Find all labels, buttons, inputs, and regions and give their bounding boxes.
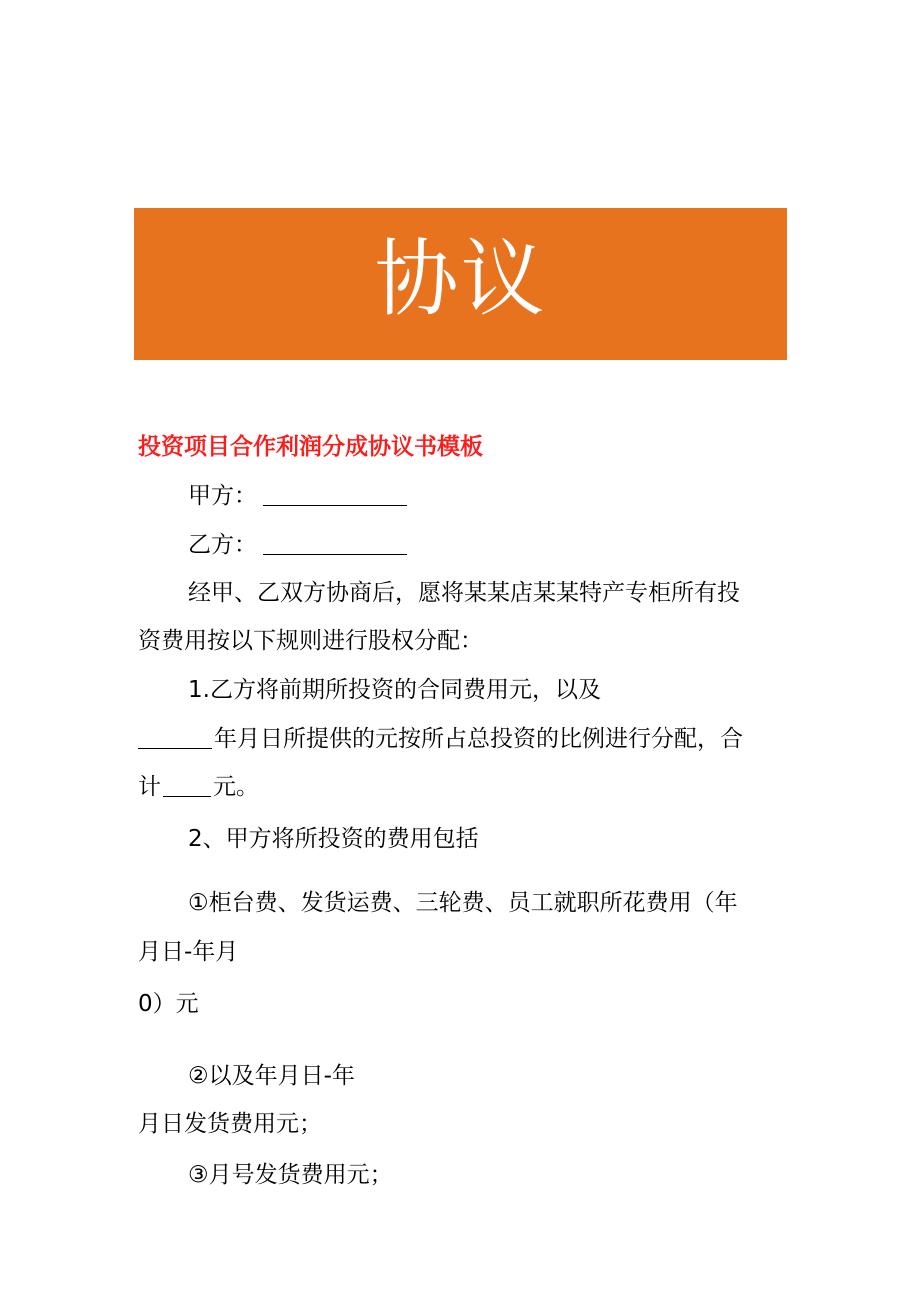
item-3-line-1: ③月号发货费用元； — [188, 1162, 393, 1188]
item-1-line-2: 月日-年月 — [138, 939, 239, 965]
document-title: 投资项目合作利润分成协议书模板 — [138, 434, 483, 460]
party-a-label: 甲方： — [188, 483, 257, 509]
clause-1-line-2-wrap — [138, 726, 743, 754]
clause-2-heading: 2、甲方将所投资的费用包括 — [188, 826, 479, 852]
clause-1-line-2: 年月日所提供的元按所占总投资的比例进行分配，合 — [214, 726, 743, 752]
party-b-label: 乙方： — [188, 532, 257, 558]
clause-1-date-blank — [138, 726, 212, 749]
party-a-line — [188, 483, 407, 511]
intro-line-1: 经甲、乙双方协商后，愿将某某店某某特产专柜所有投 — [188, 580, 740, 606]
party-a-blank — [263, 483, 407, 506]
title-banner — [134, 208, 787, 360]
clause-1-total-prefix: 计 — [138, 774, 161, 800]
item-2-line-1: ②以及年月日-年 — [188, 1063, 355, 1089]
clause-1-total-suffix: 元。 — [213, 774, 259, 800]
item-2-line-2: 月日发货费用元； — [138, 1111, 322, 1137]
clause-1-total-blank — [163, 774, 211, 797]
clause-1-line-1: 1.乙方将前期所投资的合同费用元，以及 — [188, 677, 601, 703]
party-b-line — [188, 532, 407, 560]
banner-title: 协议 — [374, 230, 547, 328]
intro-line-2: 资费用按以下规则进行股权分配： — [138, 628, 483, 654]
item-1-line-3: 0）元 — [138, 991, 199, 1017]
party-b-blank — [263, 532, 407, 555]
item-1-line-1: ①柜台费、发货运费、三轮费、员工就职所花费用（年 — [188, 890, 738, 916]
clause-1-line-3 — [138, 774, 259, 802]
